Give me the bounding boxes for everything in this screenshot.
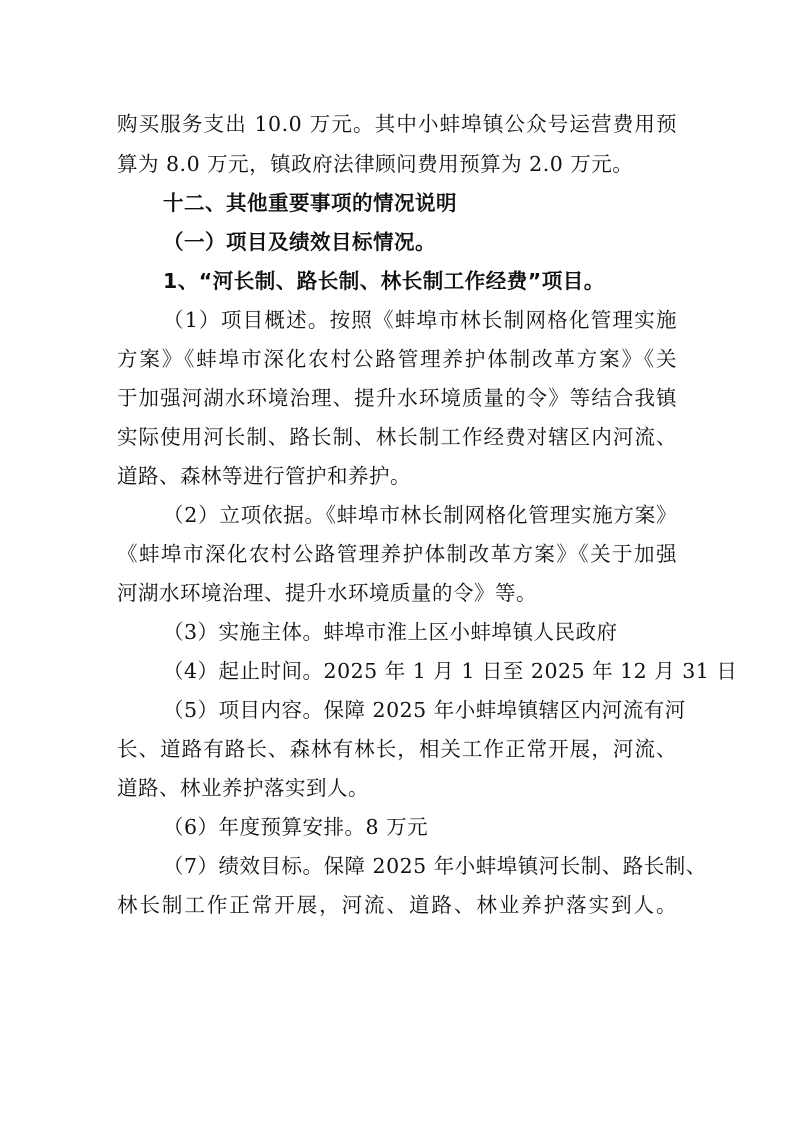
body-text-line: 购买服务支出 10.0 万元。其中小蚌埠镇公众号运营费用预 xyxy=(117,112,677,136)
body-text-line: 方案》《蚌埠市深化农村公路管理养护体制改革方案》《关 xyxy=(117,347,677,371)
body-text-line: （4）起止时间。2025 年 1 月 1 日至 2025 年 12 月 31 日 xyxy=(163,659,738,683)
body-text-line: （6）年度预算安排。8 万元 xyxy=(163,815,429,839)
body-text-line: 道路、森林等进行管护和养护。 xyxy=(117,464,411,488)
body-text-line: 林长制工作正常开展，河流、道路、林业养护落实到人。 xyxy=(117,893,677,917)
body-text-line: 长、道路有路长、森林有林长，相关工作正常开展，河流、 xyxy=(117,737,677,761)
body-text-line: （7）绩效目标。保障 2025 年小蚌埠镇河长制、路长制、 xyxy=(163,854,707,878)
body-text-line: 河湖水环境治理、提升水环境质量的令》等。 xyxy=(117,581,537,605)
body-text-line: 于加强河湖水环境治理、提升水环境质量的令》等结合我镇 xyxy=(117,386,677,410)
subsection-heading: （一）项目及绩效目标情况。 xyxy=(163,230,436,254)
body-text-line: 实际使用河长制、路长制、林长制工作经费对辖区内河流、 xyxy=(117,425,677,449)
body-text-line: 道路、林业养护落实到人。 xyxy=(117,776,369,800)
section-heading: 十二、其他重要事项的情况说明 xyxy=(163,191,457,215)
item-heading: 1、“河长制、路长制、林长制工作经费”项目。 xyxy=(163,269,605,293)
body-text-line: 《蚌埠市深化农村公路管理养护体制改革方案》《关于加强 xyxy=(117,542,677,566)
body-text-line: （5）项目内容。保障 2025 年小蚌埠镇辖区内河流有河 xyxy=(163,698,686,722)
body-text-line: （3）实施主体。蚌埠市淮上区小蚌埠镇人民政府 xyxy=(163,620,618,644)
body-text-line: （1）项目概述。按照《蚌埠市林长制网格化管理实施 xyxy=(163,308,677,332)
body-text-line: 算为 8.0 万元，镇政府法律顾问费用预算为 2.0 万元。 xyxy=(117,152,634,176)
body-text-line: （2）立项依据。《蚌埠市林长制网格化管理实施方案》 xyxy=(163,503,677,527)
